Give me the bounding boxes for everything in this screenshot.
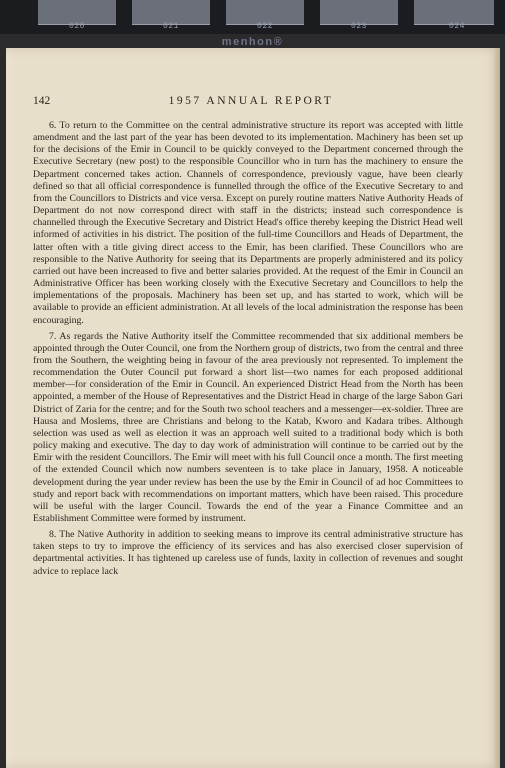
frame-label: 022 — [257, 22, 273, 31]
film-strip — [0, 0, 505, 34]
page-header — [26, 95, 476, 109]
frame-label: 021 — [163, 22, 179, 31]
document-page — [6, 48, 500, 768]
paragraph-6: 6. To return to the Committee on the central administrative structure its report was accepted with little amendment and the last part of the year has been devoted to its implementation. Machinery has been set up for the decisions of the Emir in Council to be quickly conveyed to the Department concerned through the Executive Secretary (new post) to the responsible Councillor who in turn has the machinery to ensure the Department concerned takes action. Channels of correspondence, previously vague, have been clearly defined so that all official correspondence is funnelled through the office of the Executive Secretary to and from the Councillors to Districts and vice versa. Except on purely routine matters Native Authority Heads of Department do not now correspond direct with staff in the districts; instead such correspondence is channelled through the Executive Secretary and District Head's office thereby keeping the District Head well informed of activities in his district. The position of the full-time Councillors and Heads of Department, the latter often with a title giving direct access to the Emir, has been clarified. These Councillors who are responsible to the Native Authority for seeing that its Departments are properly administered and its policy carried out have been increased to five and better salaries provided. At the request of the Emir in Council an Administrative Officer has been working closely with the Executive Secretary and Councillors to help the implementations of the proposals. Machinery has been set up, and has started to work, which will be available to provide an efficient administration. At all levels of the local administration the response has been encouraging. — [33, 120, 463, 326]
paragraph-8: 8. The Native Authority in addition to seeking means to improve its central administrative structure has taken steps to try to improve the efficiency of its services and has also exercised closer supervision of departmental activities. It has tightened up careless use of funds, laxity in collection of revenues and sought advice to replace lack — [33, 529, 463, 577]
frame-label: 020 — [69, 22, 85, 31]
page-number: 142 — [33, 95, 51, 107]
scanner-brand: menhon® — [221, 36, 284, 48]
frame-label: 023 — [351, 22, 367, 31]
page-edge — [494, 48, 500, 768]
page-body — [33, 120, 463, 582]
paragraph-7: 7. As regards the Native Authority itself the Committee recommended that six additional members be appointed through the Outer Council, one from the Northern group of districts, two from the central and three from the Southern, the weighting being in favour of the area previously not represented. To implement the recommendation the Outer Council put forward a short list—two names for each proposed additional member—for consideration of the Emir in Council. An experienced District Head from the North has been appointed, a member of the House of Representatives and the District Head in charge of the large Sabon Gari District of Zaria for the centre; and for the South two school teachers and a messenger—ex-soldier. Three are Hausa and Moslems, three are Christians and belong to the Katab, Kworo and Kadara tribes. Although selection was used as well as election it was an approach well suited to a traditional body which is both policy making and executive. The day to day work of administration will continue to be carried out by the Emir with the resident Councillors. The Emir will meet with his full Council once a month. The first meeting of the extended Council which now numbers seventeen is to take place in January, 1958. A noticeable development during the year under review has been the use by the Emir in Council of ad hoc Committees to study and report back with recommendations on important matters, which have been raised. This procedure will be useful with the larger Council. Towards the end of the year a Finance Committee and an Establishment Committee were formed by instrument. — [33, 330, 463, 524]
running-title: 1957 ANNUAL REPORT — [168, 95, 334, 107]
frame-label: 024 — [449, 22, 465, 31]
